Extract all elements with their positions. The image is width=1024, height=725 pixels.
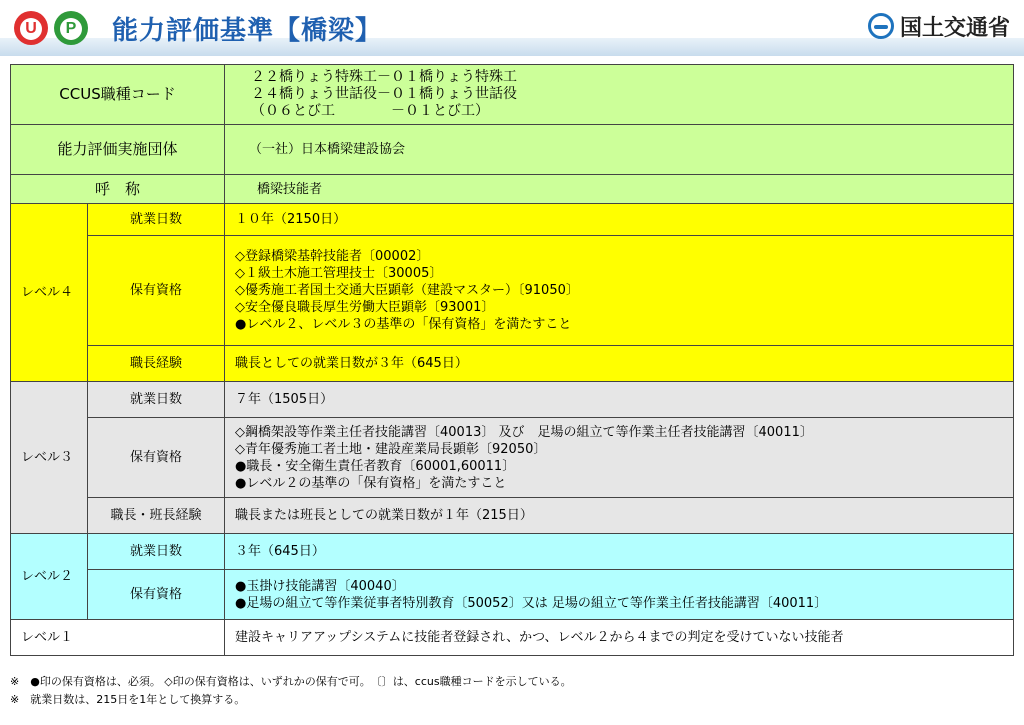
ministry-logo — [868, 10, 1010, 42]
org-label: 能力評価実施団体 — [11, 125, 225, 175]
level2-days: ３年（645日） — [225, 534, 1014, 570]
qual-item: ◇優秀施工者国土交通大臣顕彰（建設マスター）〔91050〕 — [235, 283, 579, 298]
header — [0, 0, 1024, 56]
level1-label: レベル１ — [11, 620, 225, 656]
level2-days-label: 就業日数 — [88, 534, 225, 570]
level3-qual-label: 保有資格 — [88, 418, 225, 498]
qual-item: ●レベル２、レベル３の基準の「保有資格」を満たすこと — [235, 317, 572, 332]
qual-item: ◇安全優良職長厚生労働大臣顕彰〔93001〕 — [235, 300, 495, 315]
level3-days: ７年（1505日） — [225, 382, 1014, 418]
level3-quals — [225, 418, 1014, 498]
level4-days-label: 就業日数 — [88, 204, 225, 236]
code-values — [225, 65, 1014, 125]
level4-qual-label: 保有資格 — [88, 236, 225, 346]
table-row — [11, 175, 1014, 204]
level4-exp: 職長としての就業日数が３年（645日） — [225, 346, 1014, 382]
table-row — [11, 498, 1014, 534]
code-line: ２２橋りょう特殊工－０１橋りょう特殊工 — [251, 69, 518, 85]
qual-item: ◇鋼橋架設等作業主任者技能講習〔40013〕 及び 足場の組立て等作業主任者技能講習〔40011〕 — [235, 424, 813, 440]
page-title: 能力評価基準【橋梁】 — [112, 16, 383, 46]
level4-days: １０年（2150日） — [225, 204, 1014, 236]
qual-item: ◇青年優秀施工者土地・建設産業局長顕彰〔92050〕 — [235, 441, 547, 457]
code-line: ２４橋りょう世話役－０１橋りょう世話役 — [251, 86, 518, 102]
level4-exp-label: 職長経験 — [88, 346, 225, 382]
level2-qual-label: 保有資格 — [88, 570, 225, 620]
logo-u-letter: U — [20, 18, 42, 40]
qual-item: ●玉掛け技能講習〔40040〕 — [235, 578, 405, 594]
table-row — [11, 236, 1014, 346]
level4-quals — [225, 236, 1014, 346]
table-row — [11, 382, 1014, 418]
footnotes — [10, 673, 572, 709]
table-row — [11, 534, 1014, 570]
level1-value: 建設キャリアアップシステムに技能者登録され、かつ、レベル２から４までの判定を受けていない技能者 — [225, 620, 1014, 656]
qual-item: ◇１級土木施工管理技士〔30005〕 — [235, 266, 443, 281]
table-row — [11, 418, 1014, 498]
qual-item: ●足場の組立て等作業従事者特別教育〔50052〕又は 足場の組立て等作業主任者技能講習〔40011〕 — [235, 595, 828, 611]
evaluation-table — [10, 64, 1014, 656]
table-row — [11, 620, 1014, 656]
level3-days-label: 就業日数 — [88, 382, 225, 418]
level4-label: レベル４ — [11, 204, 88, 382]
level2-label: レベル２ — [11, 534, 88, 620]
table-row — [11, 346, 1014, 382]
table-row — [11, 570, 1014, 620]
table-row — [11, 204, 1014, 236]
qual-item: ●レベル２の基準の「保有資格」を満たすこと — [235, 475, 507, 491]
logo-p-circle — [54, 11, 88, 45]
level2-quals — [225, 570, 1014, 620]
code-label: CCUS職種コード — [11, 65, 225, 125]
code-line: （０６とび工 －０１とび工） — [251, 103, 490, 119]
logo-u-circle — [14, 11, 48, 45]
level3-exp: 職長または班長としての就業日数が１年（215日） — [225, 498, 1014, 534]
level3-label: レベル３ — [11, 382, 88, 534]
qual-item: ●職長・安全衛生責任者教育〔60001,60011〕 — [235, 458, 516, 474]
org-value: （一社）日本橋梁建設協会 — [225, 125, 1014, 175]
up-logo — [14, 10, 106, 46]
level3-exp-label: 職長・班長経験 — [88, 498, 225, 534]
logo-p-letter: P — [60, 18, 82, 40]
footnote: ※ 就業日数は、215日を1年として換算する。 — [10, 693, 246, 706]
table-row — [11, 125, 1014, 175]
name-value: 橋梁技能者 — [225, 175, 1014, 204]
table-row — [11, 65, 1014, 125]
qual-item: ◇登録橋梁基幹技能者〔00002〕 — [235, 249, 430, 264]
ministry-name: 国土交通省 — [899, 15, 1010, 41]
mlit-emblem-icon — [868, 13, 894, 39]
footnote: ※ ●印の保有資格は、必須。 ◇印の保有資格は、いずれかの保有で可。 〔〕は、ccus職種コードを示している。 — [10, 675, 572, 688]
name-label: 呼 称 — [11, 175, 225, 204]
